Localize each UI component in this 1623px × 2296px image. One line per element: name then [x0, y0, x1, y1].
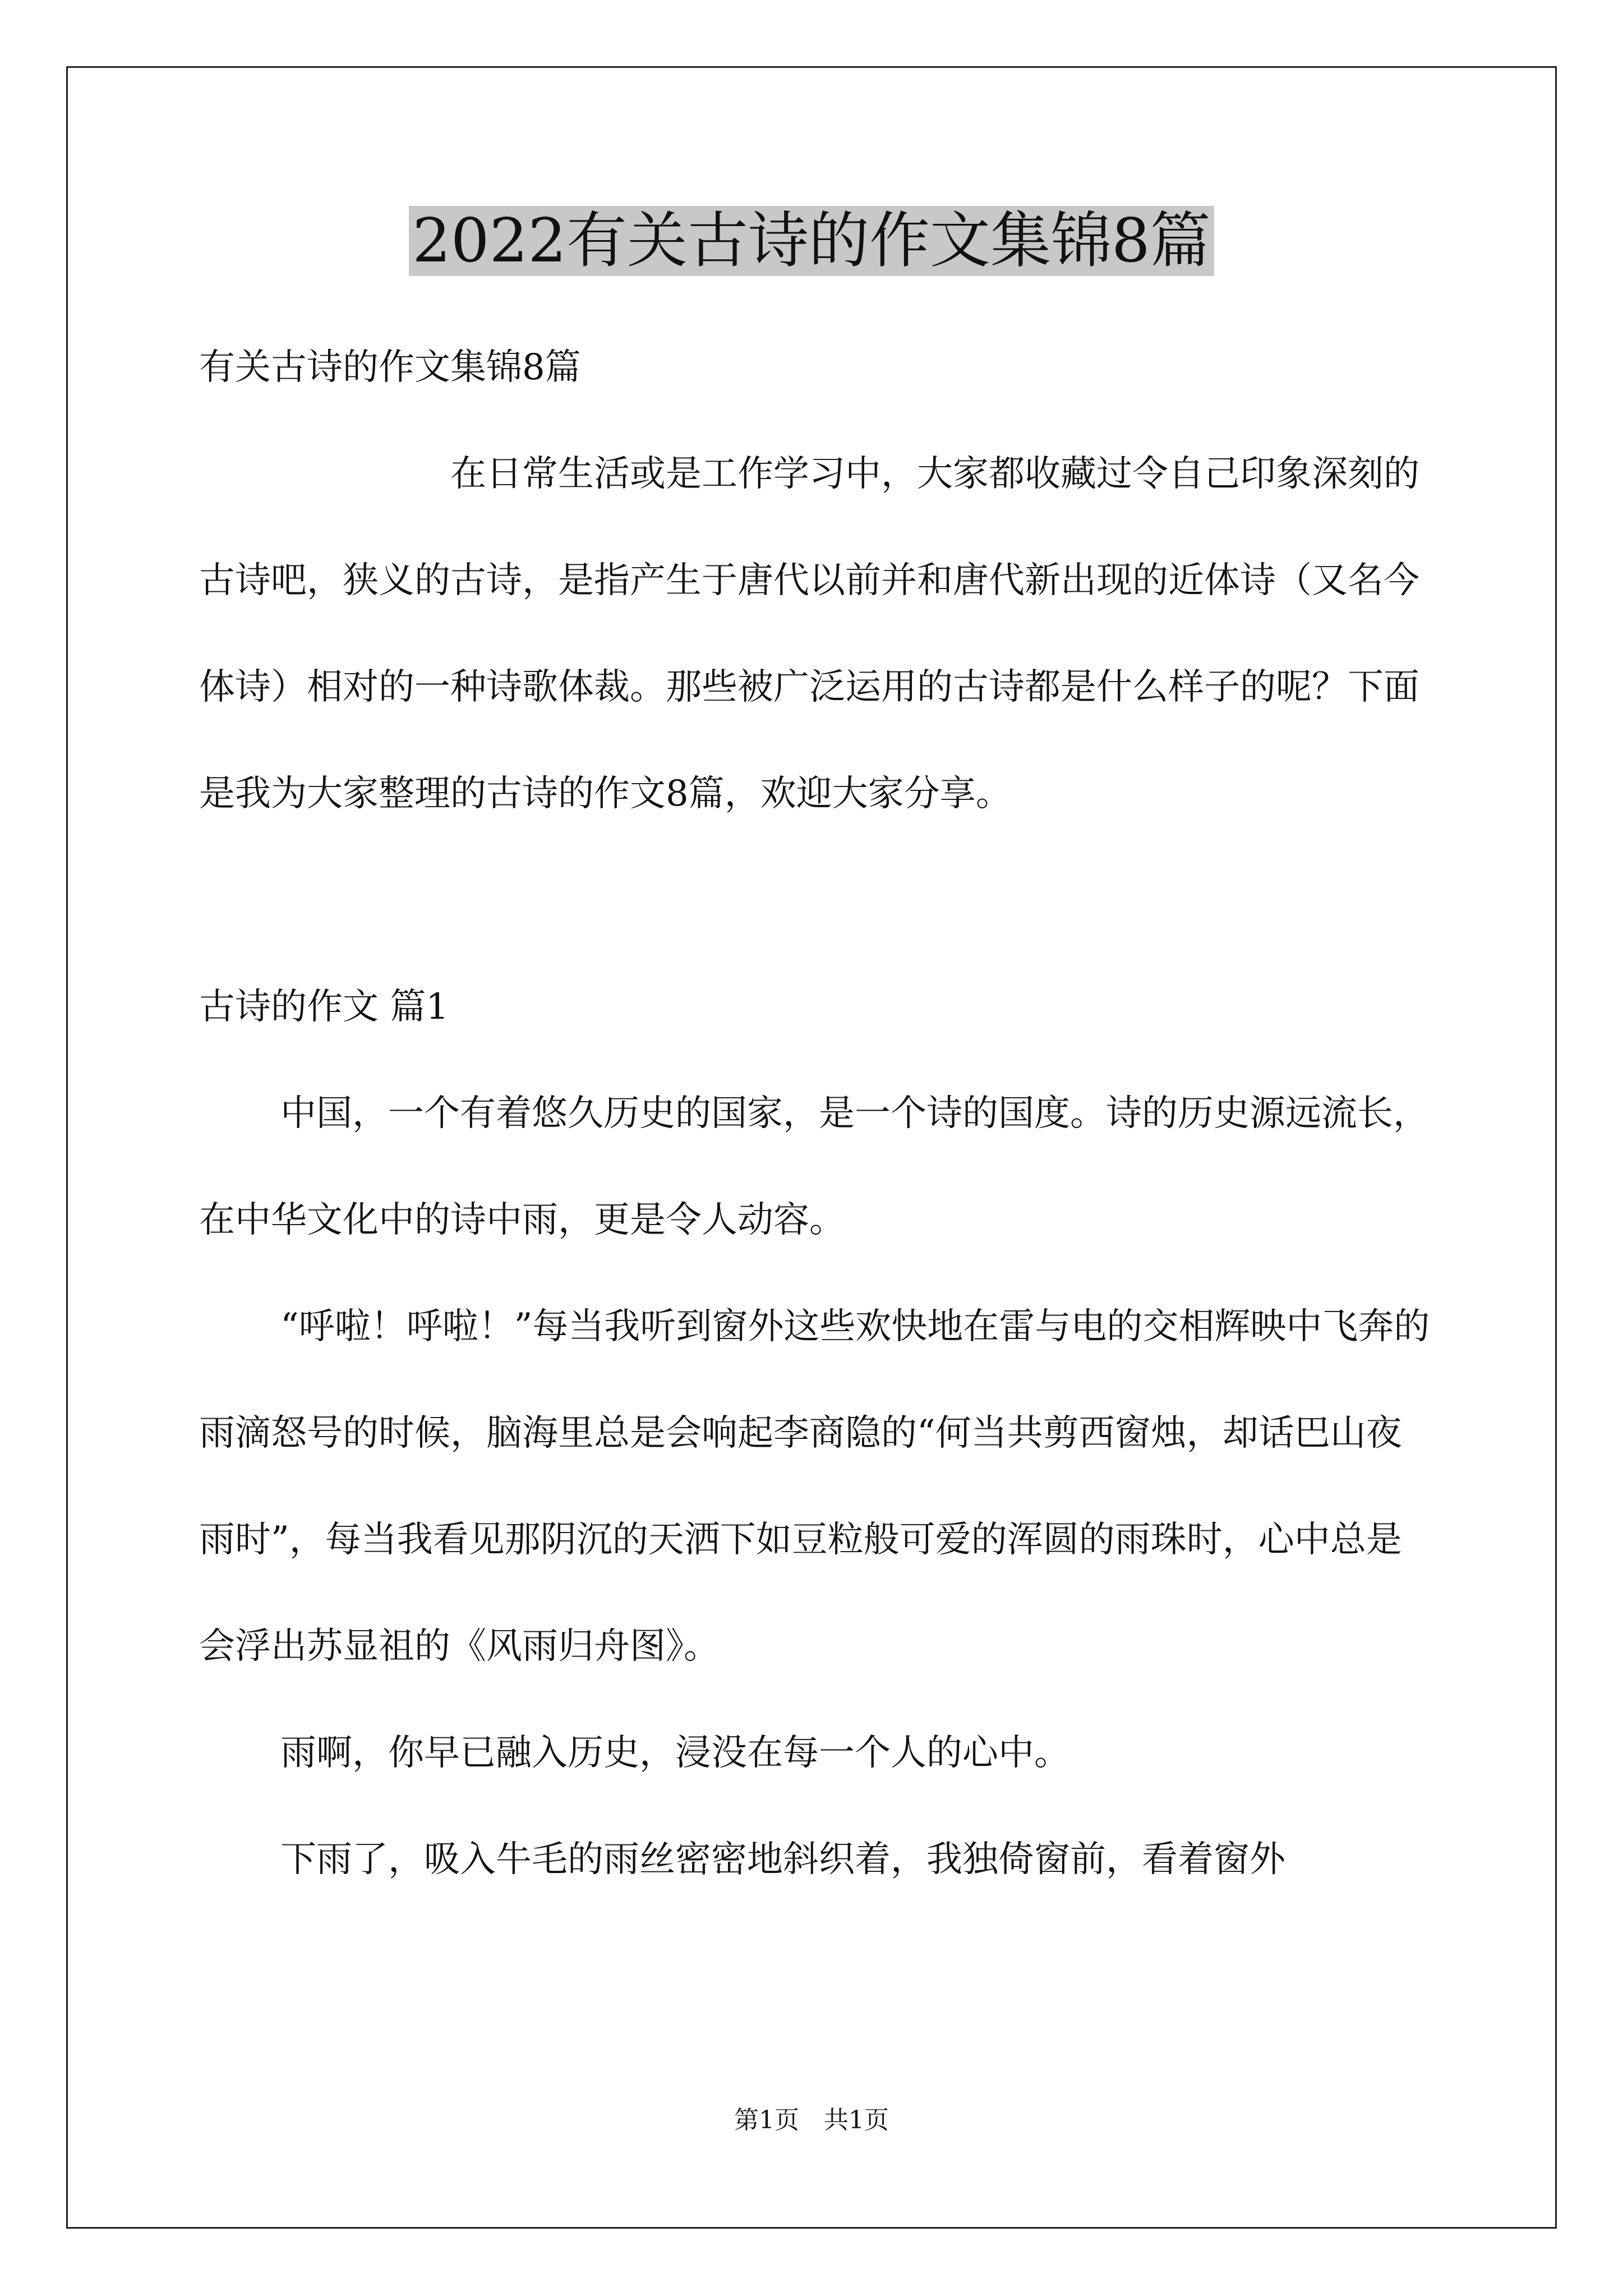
body-paragraph-2: “呼啦！呼啦！”每当我听到窗外这些欢快地在雷与电的交相辉映中飞奔的雨滴怒号的时候，脑海里总是会响起李商隐的“何当共剪西窗烛，却话巴山夜雨时”，每当我看见那阴沉的天洒下如豆粒般可爱的浑圆的雨珠时，心中总是会浮出苏显祖的《风雨归舟图》。 — [199, 1306, 1430, 1667]
document-title — [0, 199, 1623, 283]
intro-paragraph: 在日常生活或是工作学习中，大家都收藏过令自己印象深刻的古诗吧，狭义的古诗，是指产生于唐代以前并和唐代新出现的近体诗（又名今体诗）相对的一种诗歌体裁。那些被广泛运用的古诗都是什么样子的呢？下面是我为大家整理的古诗的作文8篇，欢迎大家分享。 — [199, 453, 1419, 815]
document-subtitle: 有关古诗的作文集锦8篇 — [199, 347, 581, 388]
blank-line — [199, 847, 1433, 954]
section-heading: 古诗的作文 篇1 — [199, 986, 449, 1028]
document-body — [199, 314, 1433, 1913]
document-title-text: 2022有关古诗的作文集锦8篇 — [409, 206, 1214, 276]
body-paragraph-4: 下雨了，吸入牛毛的雨丝密密地斜织着，我独倚窗前，看着窗外 — [280, 1839, 1285, 1880]
body-paragraph-3: 雨啊，你早已融入历史，浸没在每一个人的心中。 — [280, 1732, 1070, 1774]
page-footer: 第1页 共1页 — [734, 2106, 889, 2134]
body-paragraph-1: 中国，一个有着悠久历史的国家，是一个诗的国度。诗的历史源远流长，在中华文化中的诗中雨，更是令人动容。 — [199, 1093, 1429, 1241]
